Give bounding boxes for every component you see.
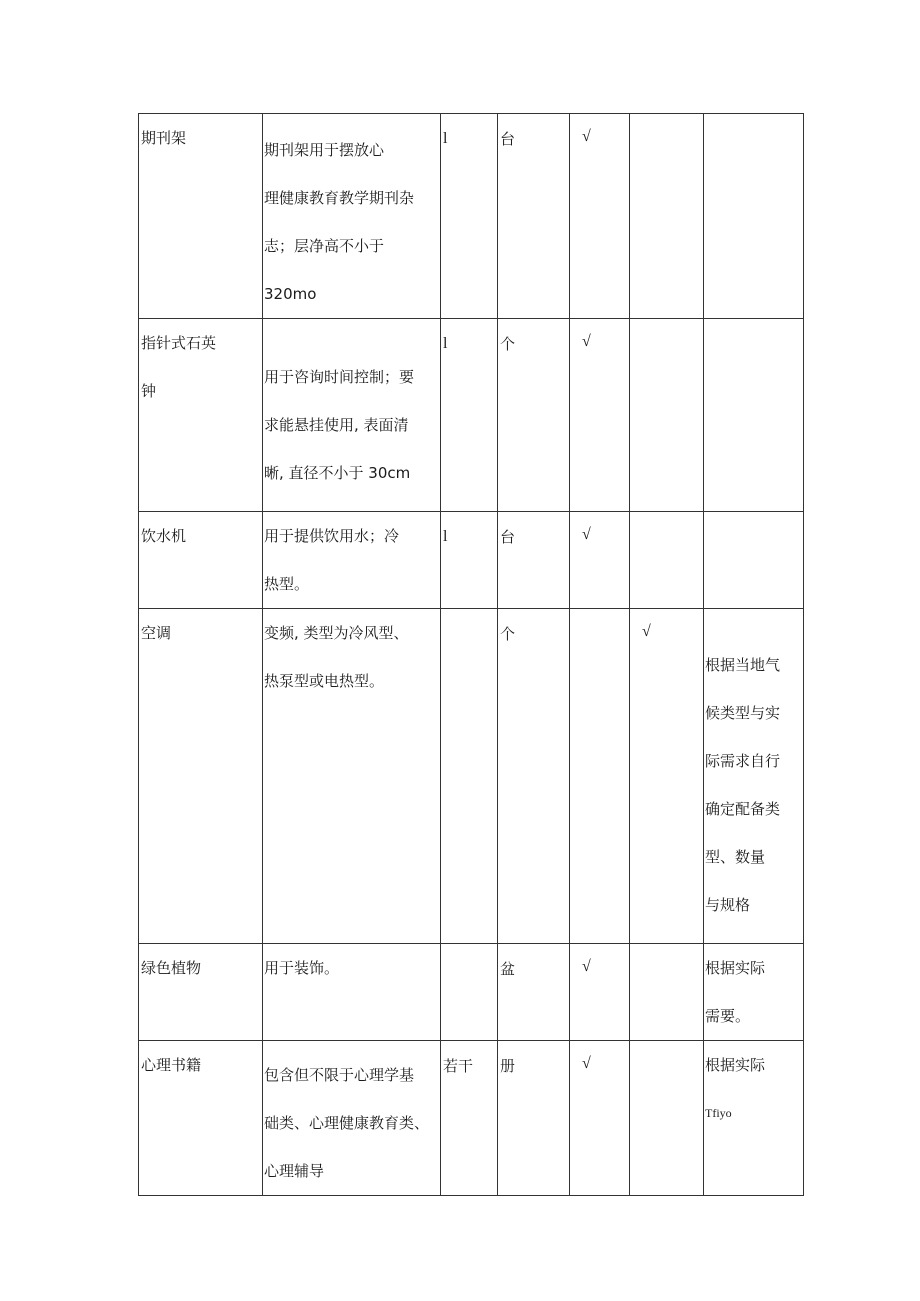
item-qty-cell [441, 512, 498, 609]
optional-cell [630, 1041, 704, 1196]
item-name: 绿色植物 [141, 959, 202, 977]
item-qty-cell [441, 114, 498, 319]
item-description: 用于咨询时间控制；要 求能悬挂使用, 表面清 晰, 直径不小于 30cm [264, 368, 415, 482]
optional-check [630, 319, 703, 331]
optional-check [630, 1041, 703, 1053]
table-row [139, 319, 804, 512]
item-name: 空调 [141, 624, 172, 642]
item-unit: 台 [500, 528, 516, 546]
optional-cell [630, 114, 704, 319]
item-name-cell [139, 114, 263, 319]
item-name-cell [139, 512, 263, 609]
note-cell [704, 319, 804, 512]
required-cell [570, 609, 630, 944]
item-quantity: l [443, 335, 448, 352]
item-note-line1: 根据实际 [705, 1056, 766, 1074]
optional-cell [630, 944, 704, 1041]
optional-cell [630, 319, 704, 512]
optional-cell [630, 512, 704, 609]
required-check: √ [582, 958, 591, 975]
item-qty-cell [441, 944, 498, 1041]
item-note: 根据当地气 候类型与实 际需求自行 确定配备类 型、数量 与规格 [705, 656, 781, 914]
note-cell [704, 944, 804, 1041]
optional-cell [630, 609, 704, 944]
item-name-cell [139, 319, 263, 512]
item-name: 饮水机 [141, 527, 187, 545]
item-qty-cell [441, 1041, 498, 1196]
required-check: √ [582, 128, 591, 145]
item-unit: 台 [500, 130, 516, 148]
note-cell [704, 1041, 804, 1196]
note-cell [704, 512, 804, 609]
item-name-cell [139, 1041, 263, 1196]
item-desc-cell [263, 944, 441, 1041]
optional-check [630, 114, 703, 126]
item-unit: 个 [500, 335, 516, 353]
required-cell [570, 1041, 630, 1196]
item-unit: 册 [500, 1057, 516, 1075]
optional-check [630, 512, 703, 524]
item-description: 用于提供饮用水；冷 热型。 [264, 527, 400, 593]
required-check: √ [582, 333, 591, 350]
required-check: √ [582, 526, 591, 543]
item-qty-cell [441, 319, 498, 512]
item-description: 变频, 类型为冷风型、 热泵型或电热型。 [264, 624, 409, 690]
required-check [570, 609, 629, 621]
item-quantity: 若干 [443, 1057, 474, 1075]
item-unit-cell [498, 1041, 570, 1196]
item-qty-cell [441, 609, 498, 944]
item-name-cell [139, 609, 263, 944]
required-cell [570, 512, 630, 609]
table-row [139, 944, 804, 1041]
table-row [139, 114, 804, 319]
item-name: 指针式石英 钟 [141, 334, 217, 400]
item-desc-cell [263, 1041, 441, 1196]
table-row [139, 512, 804, 609]
required-cell [570, 114, 630, 319]
required-check: √ [582, 1055, 591, 1072]
item-name: 期刊架 [141, 129, 187, 147]
item-desc-cell [263, 319, 441, 512]
required-cell [570, 944, 630, 1041]
item-unit: 个 [500, 625, 516, 643]
item-description: 包含但不限于心理学基 础类、心理健康教育类、 心理辅导 [264, 1066, 430, 1180]
item-unit-cell [498, 512, 570, 609]
item-quantity: l [443, 528, 448, 545]
item-name: 心理书籍 [141, 1056, 202, 1074]
required-cell [570, 319, 630, 512]
item-desc-cell [263, 512, 441, 609]
item-note: 根据实际 需要。 [705, 959, 766, 1025]
item-description: 用于装饰。 [264, 959, 340, 977]
item-unit-cell [498, 114, 570, 319]
equipment-table [138, 113, 804, 1196]
item-note-line2: Tfiyo [705, 1106, 732, 1120]
item-unit-cell [498, 609, 570, 944]
table-row [139, 1041, 804, 1196]
note-cell [704, 609, 804, 944]
optional-check [630, 944, 703, 956]
optional-check: √ [642, 623, 651, 640]
item-quantity: l [443, 130, 448, 147]
item-unit-cell [498, 319, 570, 512]
table-row [139, 609, 804, 944]
item-desc-cell [263, 114, 441, 319]
item-desc-cell [263, 609, 441, 944]
item-name-cell [139, 944, 263, 1041]
item-quantity [441, 609, 497, 623]
item-description: 期刊架用于摆放心 理健康教育教学期刊杂 志；层净高不小于 320mo [264, 141, 415, 303]
note-cell [704, 114, 804, 319]
item-unit: 盆 [500, 960, 516, 978]
item-unit-cell [498, 944, 570, 1041]
item-quantity [441, 944, 497, 958]
